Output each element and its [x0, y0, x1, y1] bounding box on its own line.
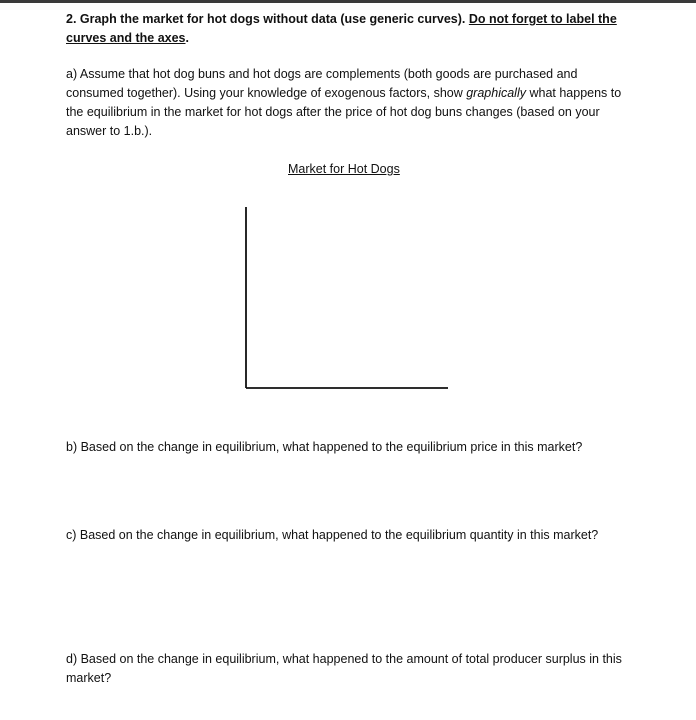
question-2-emphasis: Do not forget to label the curves and the axes [66, 12, 617, 45]
part-d-prompt: d) Based on the change in equilibrium, what happened to the amount of total producer surplus in this market? [66, 652, 622, 685]
part-a-prompt [66, 65, 636, 141]
question-2-end: . [185, 31, 189, 45]
part-a-text-after: what happens to the equilibrium in the market for hot dogs after the price of hot dog buns changes (based on your answer to 1.b.). [66, 86, 622, 138]
graph-title: Market for Hot Dogs [288, 162, 400, 176]
part-a-italic-word: graphically [466, 86, 526, 100]
part-c-prompt: c) Based on the change in equilibrium, what happened to the equilibrium quantity in this market? [66, 528, 599, 542]
part-b-prompt: b) Based on the change in equilibrium, what happened to the equilibrium price in this market? [66, 440, 583, 454]
part-a-text-before: a) Assume that hot dog buns and hot dogs are complements (both goods are purchased and consumed together). Using your knowledge of exogenous factors, show [66, 67, 578, 100]
question-2-lead: 2. Graph the market for hot dogs without data (use generic curves). [66, 12, 469, 26]
question-2-heading [66, 10, 636, 48]
top-divider [0, 0, 696, 3]
blank-graph-axes [240, 205, 455, 395]
